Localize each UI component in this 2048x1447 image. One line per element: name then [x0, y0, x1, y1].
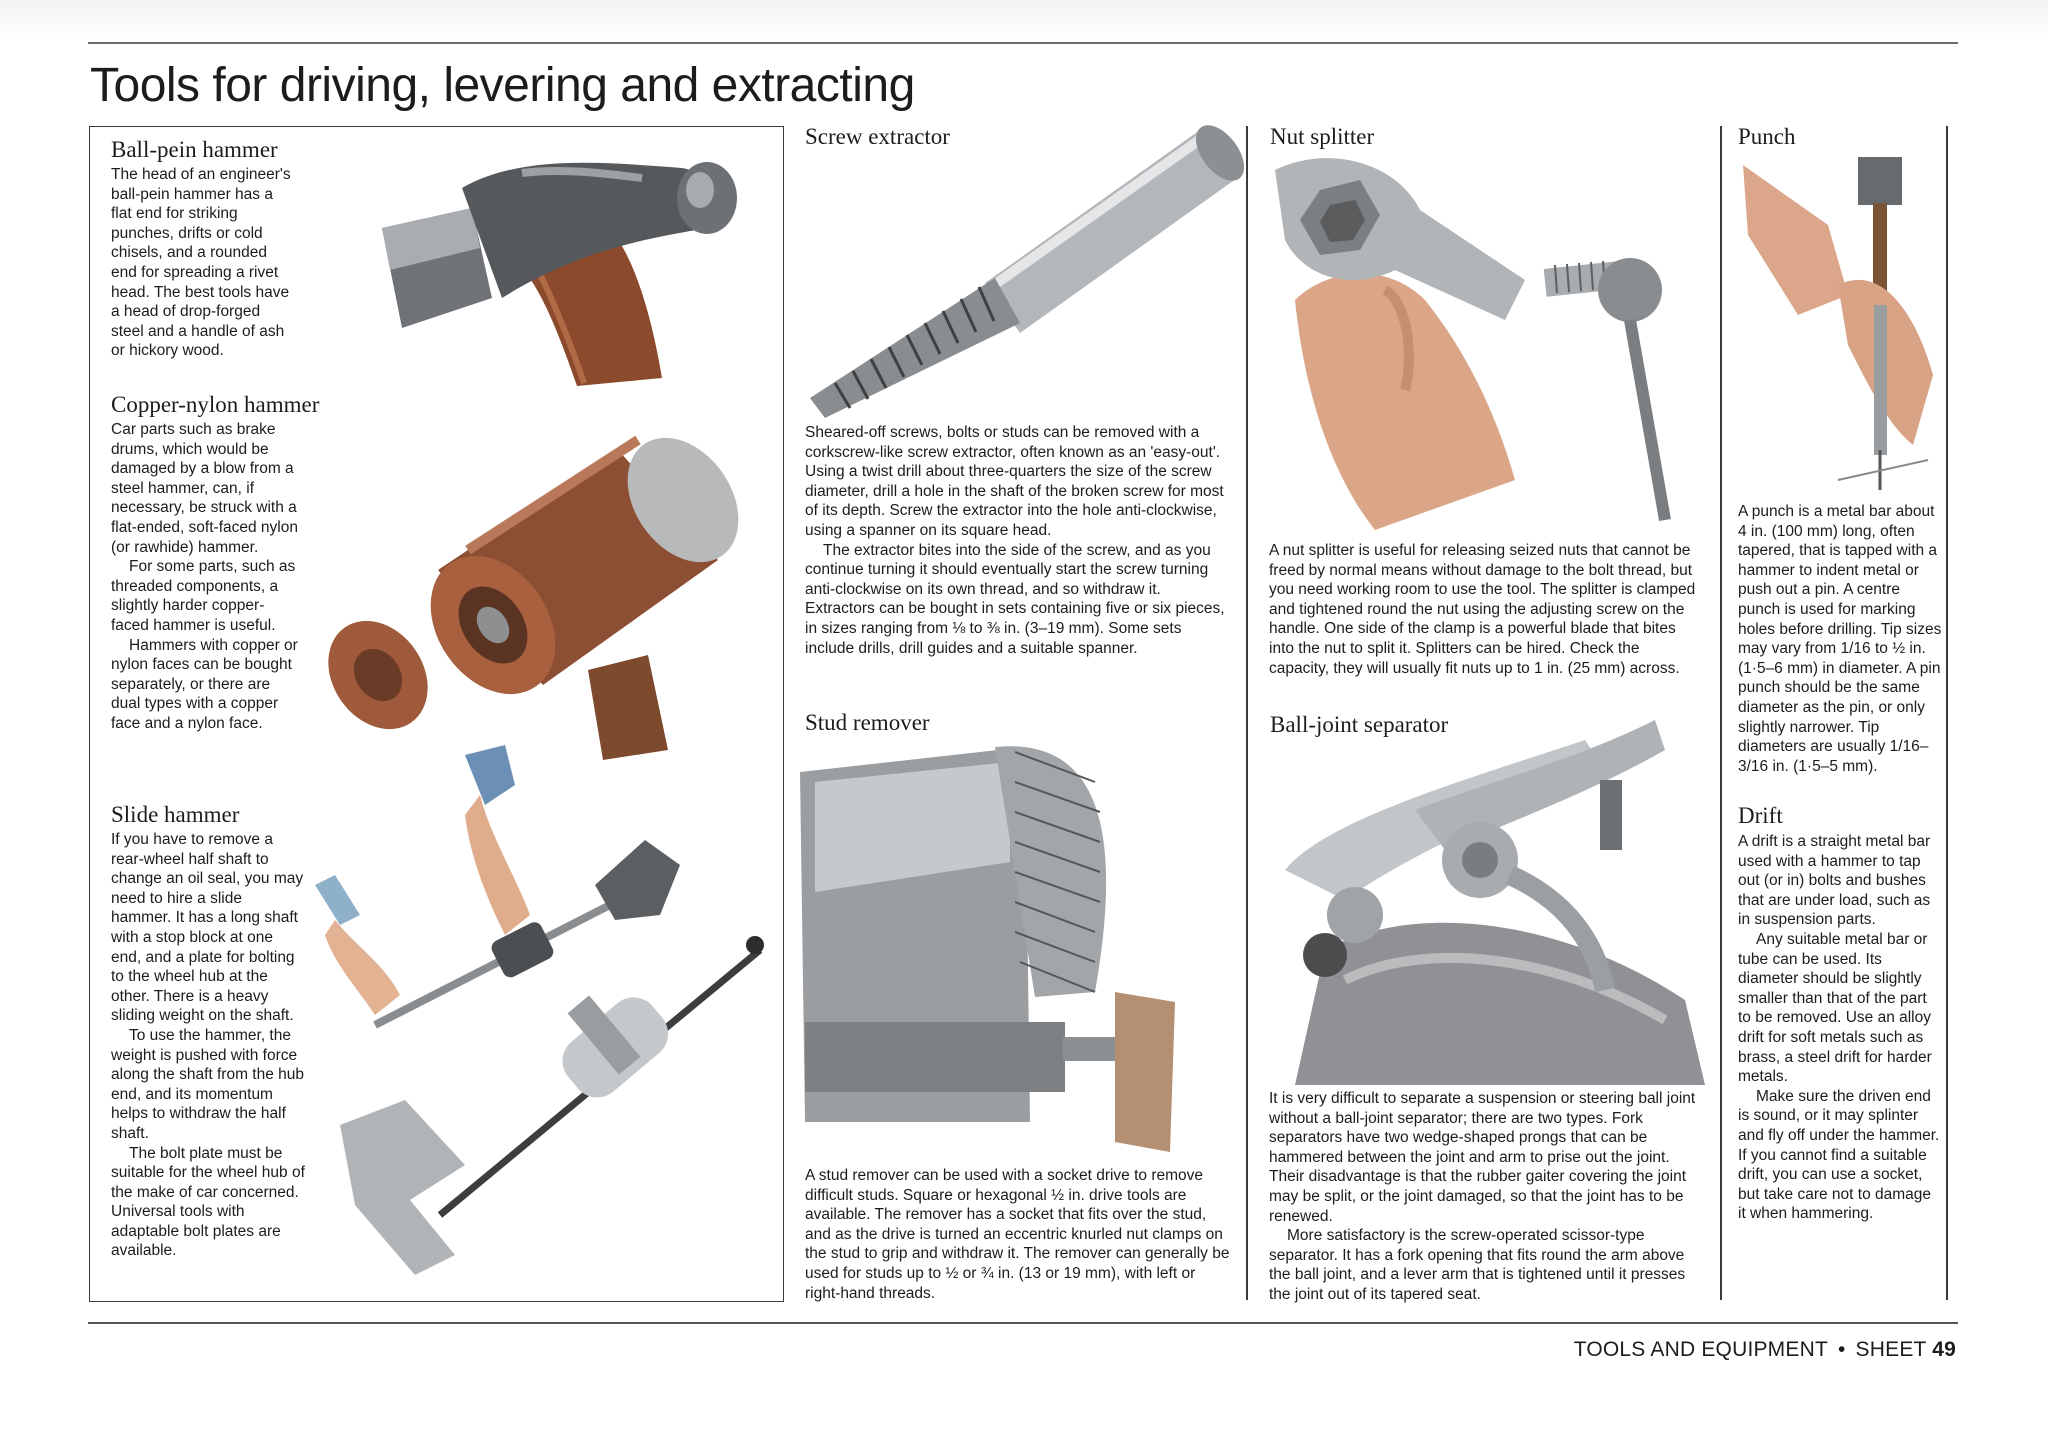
- footer-section: TOOLS AND EQUIPMENT: [1573, 1338, 1828, 1361]
- copper-nylon-text: [111, 420, 301, 734]
- ball-joint-p2: More satisfactory is the screw-operated scissor-type separator. It has a fork opening that fits round the arm above the ball joint, and a lever arm that is tightened until it presses the joint out of its tapered seat.: [1269, 1227, 1686, 1303]
- stud-remover-illustration: [795, 742, 1225, 1162]
- column-divider-2: [1246, 126, 1248, 1300]
- slide-hammer-text: [111, 830, 306, 1261]
- screw-extractor-heading: Screw extractor: [805, 124, 950, 149]
- slide-hammer-p2: To use the hammer, the weight is pushed with force along the shaft from the hub end, and its momentum helps to withdraw the half shaft.: [111, 1026, 305, 1142]
- copper-nylon-p2: For some parts, such as threaded components, a slightly harder copper-faced hammer is useful.: [111, 558, 296, 634]
- screw-extractor-p2: The extractor bites into the side of the screw, and as you continue turning it should eventually start the screw turning anti-clockwise on its own thread, and so withdraw it. Extractors can be bought in sets containing five or six pieces, in sizes ranging from ⅛ to ⅜ in. (3–19 mm). Some sets include drills, drill guides and a suitable spanner.: [805, 541, 1225, 657]
- ball-pein-heading: Ball-pein hammer: [111, 137, 278, 162]
- slide-hammer-p3: The bolt plate must be suitable for the wheel hub of the make of car concerned. Universal tools with adaptable bolt plates are available.: [111, 1144, 305, 1260]
- drift-p3: Make sure the driven end is sound, or it may splinter and fly off under the hammer. If you cannot find a suitable drift, you can use a socket, but take care not to damage it when hammering.: [1738, 1087, 1940, 1223]
- scan-edge: [0, 0, 2048, 40]
- slide-hammer-heading: Slide hammer: [111, 802, 240, 827]
- page-title: Tools for driving, levering and extracting: [90, 59, 915, 112]
- footer-separator: •: [1837, 1338, 1846, 1361]
- punch-heading: Punch: [1738, 124, 1796, 149]
- ball-pein-hammer-illustration: [362, 128, 742, 388]
- drift-text: [1738, 832, 1943, 1224]
- nut-splitter-illustration: [1265, 150, 1715, 530]
- footer-sheet-label: SHEET: [1855, 1338, 1927, 1361]
- drift-heading: Drift: [1738, 803, 1783, 828]
- page-footer: [1574, 1338, 1956, 1362]
- ball-pein-body: The head of an engineer's ball-pein hammer has a flat end for striking punches, drifts or cold chisels, and a rounded end for spreading a rivet head. The best tools have a head of drop-forged steel and a handle of ash or hickory wood.: [111, 166, 291, 360]
- ball-joint-p1: It is very difficult to separate a suspension or steering ball joint without a ball-joint separator; there are two types. Fork separators have two wedge-shaped prongs that can be hammered between the joint and arm to prise out the joint. Their disadvantage is that the rubber gaiter covering the joint may be split, or the joint damaged, so that the joint has to be renewed.: [1269, 1090, 1696, 1225]
- ball-joint-separator-illustration: [1265, 700, 1715, 1085]
- ball-joint-text: [1269, 1089, 1699, 1305]
- punch-text: [1738, 502, 1943, 776]
- ball-pein-text: [111, 165, 291, 361]
- nut-splitter-body: A nut splitter is useful for releasing seized nuts that cannot be freed by normal means without damage to the bolt thread, but you need working room to use the tool. The splitter is clamped and tightened round the nut using the adjusting screw on the handle. One side of the clamp is a powerful blade that bites into the nut to split it. Splitters can be hired. Check the capacity, they will usually fit nuts up to 1 in. (25 mm) across.: [1269, 542, 1696, 677]
- column-divider-4: [1946, 126, 1948, 1300]
- copper-nylon-heading: Copper-nylon hammer: [111, 392, 320, 417]
- top-rule: [88, 42, 1958, 44]
- footer-sheet-number: 49: [1932, 1338, 1956, 1361]
- punch-illustration: [1738, 145, 1943, 505]
- drift-p1: A drift is a straight metal bar used with a hammer to tap out (or in) bolts and bushes that are under load, such as in suspension parts.: [1738, 833, 1931, 929]
- nut-splitter-text: [1269, 541, 1699, 678]
- ball-joint-heading: Ball-joint separator: [1270, 712, 1449, 737]
- drift-p2: Any suitable metal bar or tube can be used. Its diameter should be slightly smaller than that of the part to be removed. Use an alloy drift for soft metals such as brass, a steel drift for harder metals.: [1738, 930, 1932, 1086]
- copper-nylon-p3: Hammers with copper or nylon faces can be bought separately, or there are dual types with a copper face and a nylon face.: [111, 636, 298, 732]
- screw-extractor-illustration: [795, 118, 1245, 418]
- screw-extractor-text: [805, 423, 1230, 658]
- slide-hammer-illustration: [315, 745, 780, 1285]
- copper-nylon-hammer-illustration: [318, 430, 768, 765]
- punch-body: A punch is a metal bar about 4 in. (100 mm) long, often tapered, that is tapped with a hammer to indent metal or push out a pin. A centre punch is used for marking holes before drilling. Tip sizes may vary from 1/16 to ½ in. (1·5–6 mm) in diameter. A pin punch should be the same diameter as the pin, or only slightly narrower. Tip diameters are usually 1/16–3/16 in. (1·5–5 mm).: [1738, 503, 1942, 775]
- stud-remover-text: [805, 1166, 1230, 1303]
- stud-remover-body: A stud remover can be used with a socket drive to remove difficult studs. Square or hexagonal ½ in. drive tools are available. The remover has a socket that fits over the stud, and as the drive is turned an eccentric knurled nut clamps on the stud to grip and withdraw it. The remover can generally be used for studs up to ½ or ¾ in. (13 or 19 mm), with left or right-hand threads.: [805, 1167, 1230, 1302]
- copper-nylon-p1: Car parts such as brake drums, which would be damaged by a blow from a steel hammer, can, if necessary, be struck with a flat-ended, soft-faced nylon (or rawhide) hammer.: [111, 421, 298, 556]
- bottom-rule: [88, 1322, 1958, 1324]
- stud-remover-heading: Stud remover: [805, 710, 930, 735]
- slide-hammer-p1: If you have to remove a rear-wheel half shaft to change an oil seal, you may need to hire a slide hammer. It has a long shaft with a stop block at one end, and a plate for bolting to the wheel hub at the other. There is a heavy sliding weight on the shaft.: [111, 831, 304, 1025]
- nut-splitter-heading: Nut splitter: [1270, 124, 1375, 149]
- column-divider-3: [1720, 126, 1722, 1300]
- screw-extractor-p1: Sheared-off screws, bolts or studs can be removed with a corkscrew-like screw extractor, often known as an 'easy-out'. Using a twist drill about three-quarters the size of the screw diameter, drill a hole in the shaft of the broken screw for most of its depth. Screw the extractor into the hole anti-clockwise, using a spanner on its square head.: [805, 424, 1224, 539]
